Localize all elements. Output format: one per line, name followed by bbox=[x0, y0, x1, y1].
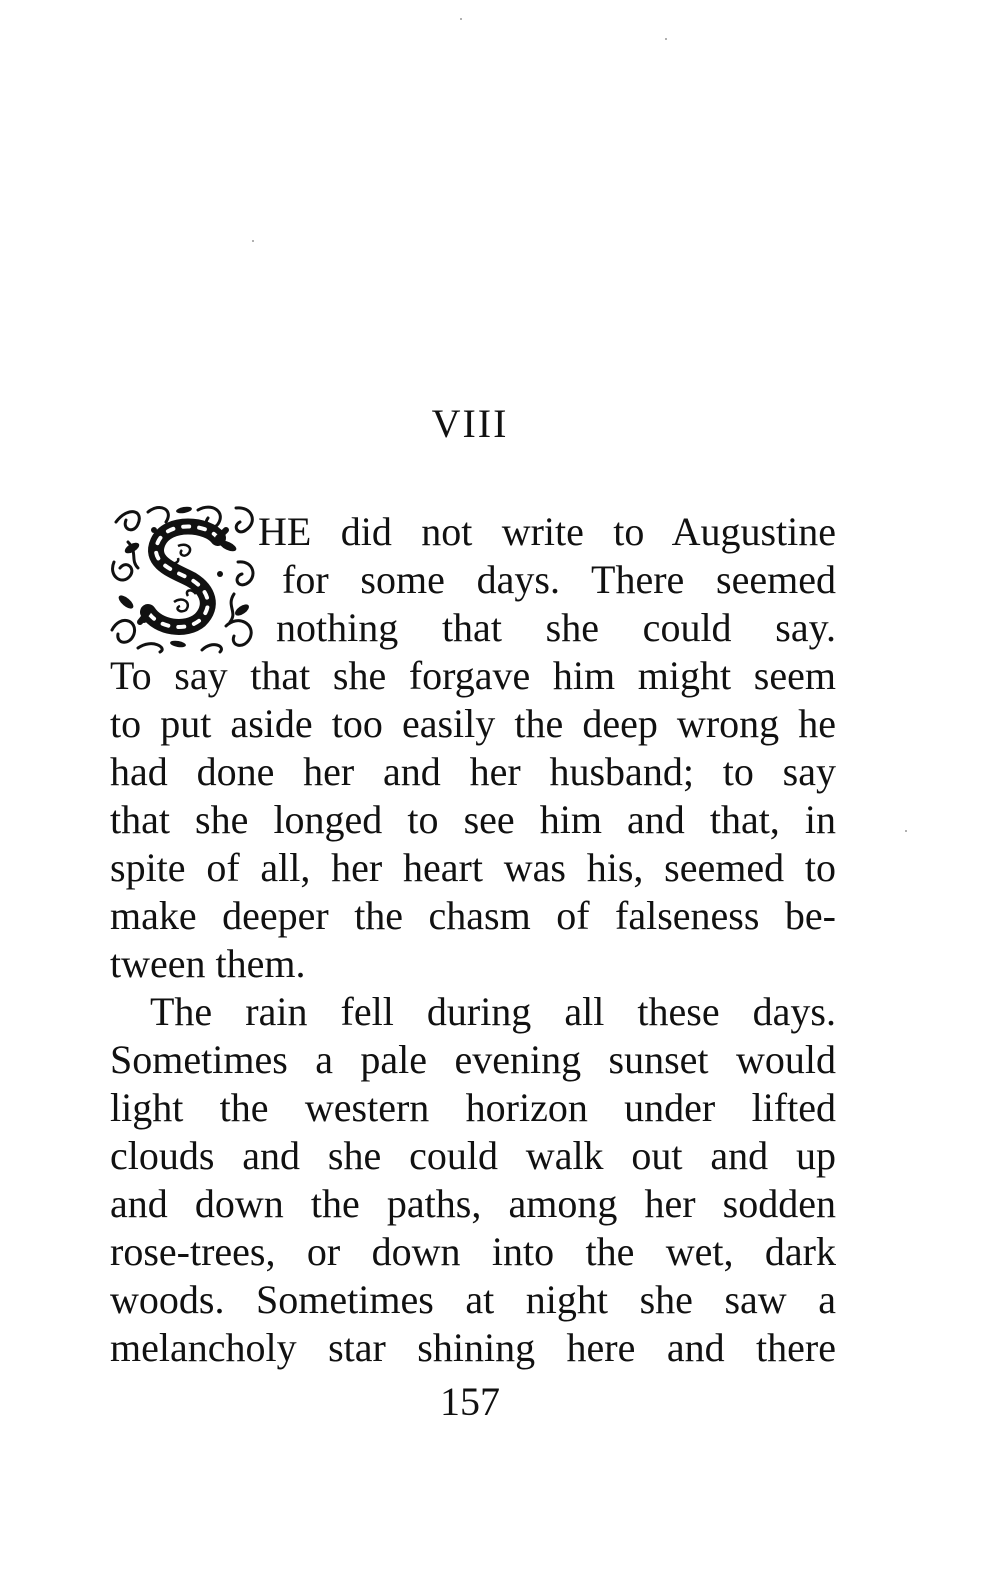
text-line: To say that she forgave him might seem bbox=[110, 653, 836, 698]
paper-speck bbox=[460, 18, 462, 20]
paper-speck bbox=[905, 830, 907, 832]
text-line: make deeper the chasm of falseness be- bbox=[110, 893, 836, 938]
chapter-heading: VIII bbox=[431, 401, 509, 446]
text-line: rose-trees, or down into the wet, dark bbox=[110, 1229, 836, 1274]
text-line: HE did not write to Augustine bbox=[258, 509, 836, 554]
text-line: light the western horizon under lifted bbox=[110, 1085, 836, 1130]
text-line: Sometimes a pale evening sunset would bbox=[110, 1037, 836, 1082]
text-line: for some days. There seemed bbox=[282, 557, 836, 602]
text-line: tween them. bbox=[110, 941, 306, 986]
ornamental-drop-cap bbox=[108, 502, 260, 654]
page-number: 157 bbox=[440, 1379, 500, 1424]
text-line: clouds and she could walk out and up bbox=[110, 1133, 836, 1178]
text-line: melancholy star shining here and there bbox=[110, 1325, 836, 1370]
text-line: and down the paths, among her sodden bbox=[110, 1181, 836, 1226]
text-line: nothing that she could say. bbox=[276, 605, 836, 650]
text-line: woods. Sometimes at night she saw a bbox=[110, 1277, 836, 1322]
paper-speck bbox=[252, 240, 254, 242]
drop-cap-ornament-image bbox=[108, 502, 260, 654]
text-line: had done her and her husband; to say bbox=[110, 749, 836, 794]
paper-speck bbox=[665, 38, 667, 40]
text-line: that she longed to see him and that, in bbox=[110, 797, 836, 842]
text-line: to put aside too easily the deep wrong he bbox=[110, 701, 836, 746]
text-line: spite of all, her heart was his, seemed to bbox=[110, 845, 836, 890]
text-line: The rain fell during all these days. bbox=[150, 989, 836, 1034]
